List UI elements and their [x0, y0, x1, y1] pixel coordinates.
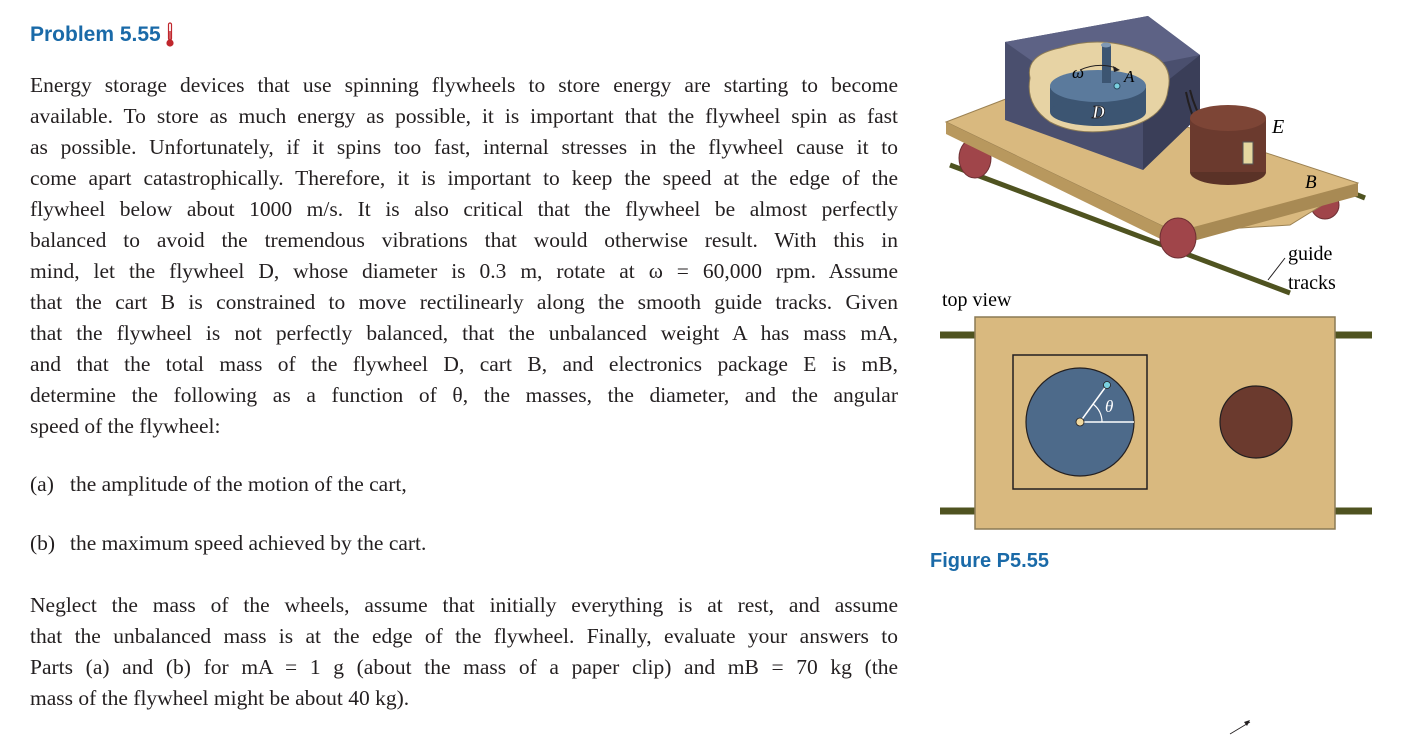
text-line: that the unbalanced mass is at the edge of the flywheel. Finally, evaluate your answers to: [30, 624, 898, 648]
omega-label: ω: [1072, 63, 1085, 82]
part-b-text: the maximum speed achieved by the cart.: [70, 531, 427, 555]
text-line: mind, let the flywheel D, whose diameter is 0.3 m, rotate at ω = 60,000 rpm. Assume: [30, 259, 898, 283]
text-line: as possible. Unfortunately, if it spins too fast, internal stresses in the flywheel cause it to: [30, 135, 898, 159]
text-line: Energy storage devices that use spinning flywheels to store energy are starting to become: [30, 73, 898, 97]
part-a-label: (a): [30, 472, 54, 496]
part-b-label: (b): [30, 531, 56, 555]
flywheel-shaft: [1102, 45, 1111, 83]
unbalanced-mass-a: [1114, 83, 1120, 89]
text-line: flywheel below about 1000 m/s. It is also critical that the flywheel be almost perfectly: [30, 197, 898, 221]
text-line: determine the following as a function of θ, the masses, the diameter, and the angular: [30, 383, 898, 407]
text-line: balanced to avoid the tremendous vibrations that would otherwise result. With this in: [30, 228, 898, 252]
text-line: that the flywheel is not perfectly balanced, that the unbalanced weight A has mass mA,: [30, 321, 898, 345]
e-label: E: [1272, 116, 1285, 138]
b-label: B: [1305, 172, 1317, 193]
problem-title-text: Problem 5.55: [30, 23, 161, 46]
d-label: D: [1092, 102, 1105, 122]
part-a-text: the amplitude of the motion of the cart,: [70, 472, 407, 496]
text-line: mass of the flywheel might be about 40 kg).: [30, 686, 410, 710]
tracks-label: tracks: [1288, 272, 1336, 294]
guide-label: guide: [1288, 243, 1333, 265]
top-view-electronics: [1220, 386, 1292, 458]
figure-caption: Figure P5.55: [930, 550, 1049, 572]
a-label: A: [1124, 67, 1135, 86]
text-line: available. To store as much energy as possible, it is important that the flywheel spin as fast: [30, 104, 898, 128]
top-view-mass-a: [1104, 382, 1111, 389]
wheel: [1160, 218, 1196, 258]
top-view-label: top view: [942, 289, 1012, 311]
text-line: Neglect the mass of the wheels, assume that initially everything is at rest, and assume: [30, 593, 898, 617]
text-line: speed of the flywheel:: [30, 414, 221, 438]
text-line: and that the total mass of the flywheel D, cart B, and electronics package E is mB,: [30, 352, 898, 376]
theta-label: θ: [1105, 397, 1114, 416]
text-line: come apart catastrophically. Therefore, it is important to keep the speed at the edge of the: [30, 166, 898, 190]
text-line: that the cart B is constrained to move rectilinearly along the smooth guide tracks. Given: [30, 290, 898, 314]
text-line: Parts (a) and (b) for mA = 1 g (about the mass of a paper clip) and mB = 70 kg (the: [30, 655, 898, 679]
